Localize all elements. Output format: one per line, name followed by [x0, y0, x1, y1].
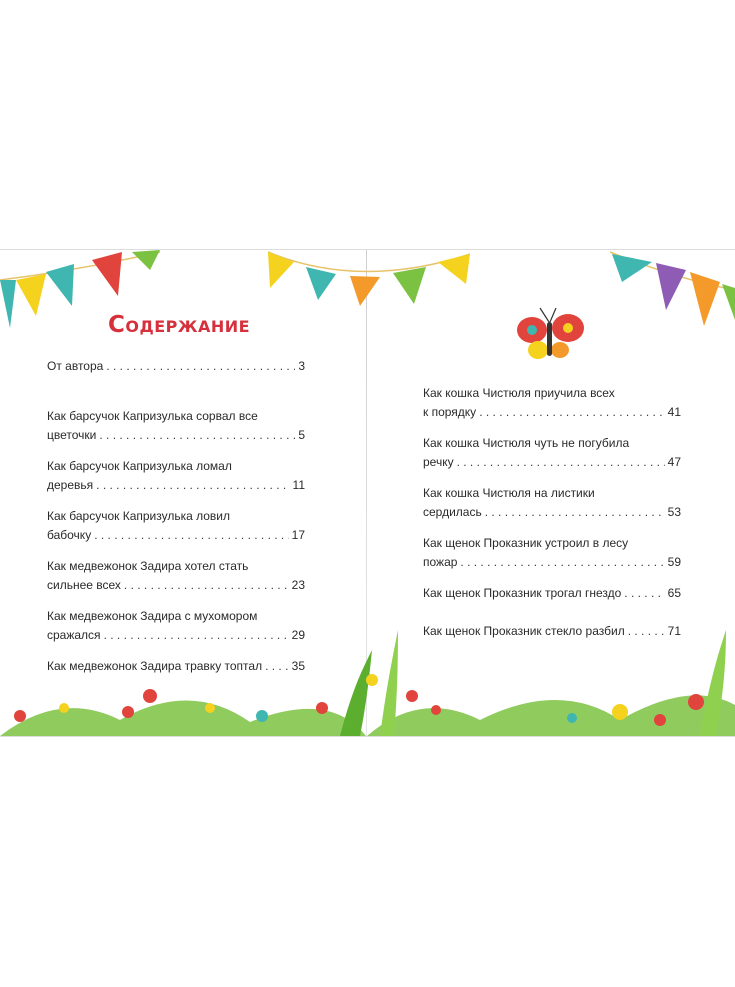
toc-entry-title: Как кошка Чистюля на листики	[423, 486, 595, 500]
toc-entry-page: 41	[667, 405, 681, 419]
toc-entry	[47, 657, 305, 676]
toc-right-column	[423, 384, 681, 660]
toc-entry-title: Как щенок Проказник устроил в лесу	[423, 536, 629, 550]
toc-entry-title-cont: к порядку	[423, 405, 477, 419]
toc-entry-page: 53	[667, 505, 681, 519]
toc-entry-title: Как щенок Проказник стекло разбил	[423, 624, 625, 638]
toc-entry-page: 3	[298, 359, 305, 373]
toc-entry-title-cont: речку	[423, 455, 454, 469]
toc-entry	[47, 457, 305, 495]
toc-entry-title: Как медвежонок Задира хотел стать	[47, 559, 249, 573]
toc-entry-page: 11	[292, 478, 305, 492]
toc-entry-page: 35	[291, 659, 305, 673]
toc-entry	[47, 507, 305, 545]
toc-entry-title-cont: цветочки	[47, 428, 97, 442]
toc-entry-title-cont: сильнее всех	[47, 578, 121, 592]
toc-entry-title: Как медвежонок Задира с мухомором	[47, 609, 258, 623]
toc-entry	[423, 622, 681, 641]
toc-entry	[47, 357, 305, 376]
toc-entry-page: 17	[291, 528, 305, 542]
toc-entry-title-cont: пожар	[423, 555, 458, 569]
toc-entry-page: 5	[298, 428, 305, 442]
toc-entry-page: 23	[291, 578, 305, 592]
page-title: Содержание	[108, 312, 251, 338]
toc-entry-title: Как кошка Чистюля приучила всех	[423, 386, 615, 400]
toc-entry-page: 65	[667, 586, 681, 600]
toc-entry-title: Как кошка Чистюля чуть не погубила	[423, 436, 630, 450]
toc-entry-title-cont: сражался	[47, 628, 101, 642]
toc-entry	[47, 407, 305, 445]
toc-entry-title-cont: бабочку	[47, 528, 92, 542]
toc-entry-title: Как барсучок Капризулька сорвал все	[47, 409, 258, 423]
butterfly-icon	[517, 308, 584, 359]
toc-entry-page: 47	[667, 455, 681, 469]
toc-entry	[47, 607, 305, 645]
toc-entry-title: Как медвежонок Задира травку топтал	[47, 659, 263, 673]
toc-entry-title: Как барсучок Капризулька ловил	[47, 509, 231, 523]
toc-entry-page: 29	[291, 628, 305, 642]
toc-entry-page: 59	[667, 555, 681, 569]
toc-entry-title-cont: сердилась	[423, 505, 482, 519]
toc-entry	[47, 557, 305, 595]
toc-entry	[423, 384, 681, 422]
toc-entry-title: От автора	[47, 359, 104, 373]
toc-entry-title: Как барсучок Капризулька ломал	[47, 459, 232, 473]
toc-left-column	[47, 357, 305, 707]
toc-entry	[423, 434, 681, 472]
toc-entry-title: Как щенок Проказник трогал гнездо	[423, 586, 622, 600]
toc-entry	[423, 484, 681, 522]
toc-entry	[423, 584, 681, 603]
toc-entry-title-cont: деревья	[47, 478, 94, 492]
toc-entry	[423, 534, 681, 572]
book-spread	[0, 249, 735, 737]
toc-entry-page: 71	[667, 624, 681, 638]
